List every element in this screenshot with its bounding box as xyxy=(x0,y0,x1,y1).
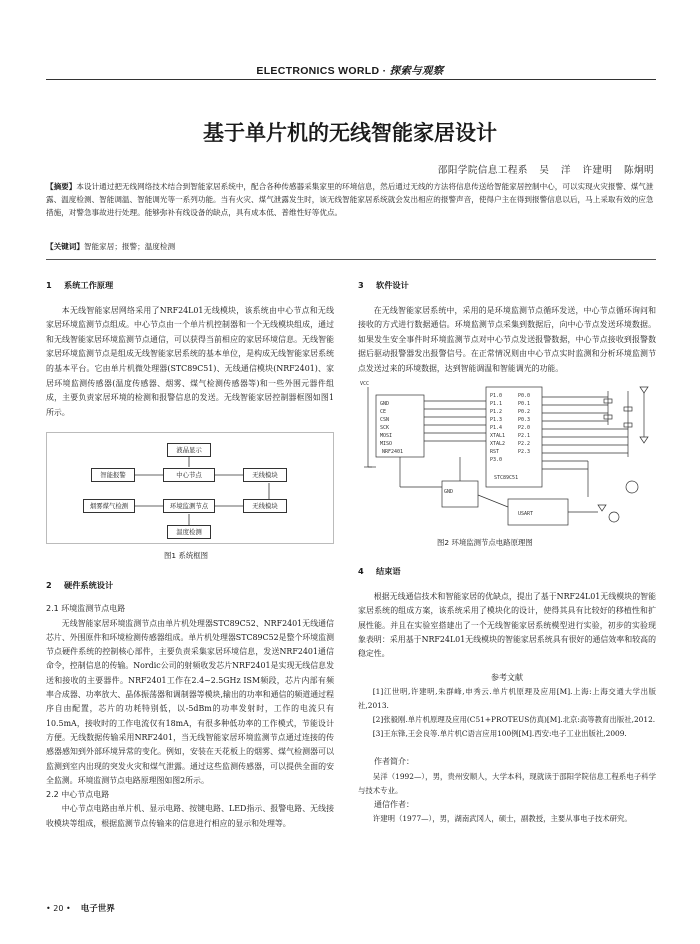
usart-label: USART xyxy=(518,511,534,517)
figure-1-caption: 图1 系统框图 xyxy=(164,551,209,560)
svg-text:XTAL2: XTAL2 xyxy=(490,441,506,447)
figure-2-circuit-schematic xyxy=(358,377,656,532)
keywords xyxy=(46,241,656,252)
left-column-bottom xyxy=(46,578,334,831)
section-3-number: 3 xyxy=(358,280,364,290)
page-footer xyxy=(46,902,115,914)
author-bio-heading: 作者简介： xyxy=(374,757,414,767)
right-column-bottom xyxy=(358,564,656,826)
header-rule xyxy=(46,79,656,80)
section-separator xyxy=(46,259,656,260)
svg-text:RST: RST xyxy=(490,449,500,455)
header-dot: · xyxy=(382,65,387,77)
corresponding-author-heading: 通信作者： xyxy=(374,799,414,809)
svg-text:CE: CE xyxy=(380,409,387,415)
temp-detect-block: 温度检测 xyxy=(167,525,211,539)
abstract-label: 【摘要】 xyxy=(46,182,77,191)
section-2-number: 2 xyxy=(46,580,52,590)
svg-text:P2.2: P2.2 xyxy=(518,441,531,447)
section-1-paragraph: 本无线智能家居网络采用了NRF24L01无线模块，该系统由中心节点和无线家居环境监测节点组成。中心节点由一个单片机控制器和一个无线模块组成，通过和无线智能家居环境监测节点通信，可以获得当前相应的家居环境信息。无线智能家居环境监测节点是组成无线智能家居系统的基本单位，是构成无线智能家居系统的基本平台。它由单片机微处理器(STC89C51)、无线通信模块(NRF2401)、家居环境监测传感器(温度传感器、烟雾、煤气检测传感器等)和一些外围元器件组成，主要负责家居环境的检测和报警信息的发送。无线智能家居控制器框图如图1所示。 xyxy=(46,305,334,417)
svg-text:P0.1: P0.1 xyxy=(518,401,531,407)
smart-alarm-block: 智能报警 xyxy=(91,468,135,482)
figure-2-caption: 图2 环境监测节点电路原理图 xyxy=(437,538,533,547)
subsection-2-1-paragraph: 无线智能家居环境监测节点由单片机处理器STC89C52、NRF2401无线通信芯片、外围原件和环境检测传感器组成。单片机处理器STC89C52是整个环境监测节点硬件系统的控制核心部件，主要负责采集家居环境信息，发送NRF2401通信命令，控制信息的传输。Nordic公司的射频收发芯片NRF2401是实现无线信息发送和接收的主要器件。NRF2401工作在2.4~2.5GHz ISM频段，芯片内部有频率合成器、功率放大、晶体振荡器和调制器等模块,输出的功率和通信的频道通过程序自由配置，芯片的功耗特别低，以-5dBm的功率发射时，工作的电流只有10.5mA，接收时的工作电流仅有18mA，有很多种低功率的工作模式，节能设计方便。无线数据传输采用NRF2401，当无线智能家居环境监测节点通过连接的传感器感知到外部环境异常的变化。例如，安装在天花板上的烟雾、煤气检测器可以监测到室内出现的突发火灾和煤气泄露。通过这些监测传感器，可以提供全面的安全监测。环境监测节点电路原理图如图2所示。 xyxy=(46,618,334,785)
svg-text:P2.3: P2.3 xyxy=(518,449,531,455)
svg-text:P0.2: P0.2 xyxy=(518,409,531,415)
svg-text:P1.3: P1.3 xyxy=(490,417,503,423)
journal-column: 探索与观察 xyxy=(389,65,444,77)
abstract xyxy=(46,180,656,219)
env-monitor-node-block: 环境监测节点 xyxy=(163,499,215,513)
reference-item: [2]张毅刚.单片机原理及应用(C51+PROTEUS仿真)[M].北京:高等教育出版社,2012. xyxy=(372,715,656,725)
keywords-text: 智能家居；报警；温度检测 xyxy=(83,242,176,251)
gnd-label: GND xyxy=(444,489,454,495)
reference-item: [3]王东锋,王会良等.单片机C语言应用100例[M].西安:电子工业出版社,2009. xyxy=(372,729,627,739)
journal-header xyxy=(0,63,700,78)
svg-text:P1.2: P1.2 xyxy=(490,409,503,415)
svg-text:MOSI: MOSI xyxy=(380,433,393,439)
section-1-number: 1 xyxy=(46,280,52,290)
section-3-paragraph: 在无线智能家居系统中，采用的是环境监测节点循环发送，中心节点循环询问和接收的方式进行数据通信。环境监测节点采集到数据后，向中心节点发送环境数据。如果发生安全事件时环境监测节点对中心节点发送报警数据，中心节点接收到报警数据后驱动报警器发出报警信号。在正常情况则由中心节点实时监测和分析环境监测节点发送过来的环境数据，达到智能调温和智能调光的功能。 xyxy=(358,305,656,373)
right-column-top xyxy=(358,278,656,377)
circuit-drawing xyxy=(358,377,656,532)
left-column-top xyxy=(46,278,334,420)
corresponding-author-bio: 许建明（1977—），男，湖南武冈人，硕士，副教授，主要从事电子技术研究。 xyxy=(372,813,632,823)
svg-text:P1.0: P1.0 xyxy=(490,393,503,399)
wireless-module-block-1: 无线模块 xyxy=(243,468,287,482)
abstract-text: 本设计通过把无线网络技术结合到智能家居系统中，配合各种传感器采集家里的环境信息，然后通过无线的方法将信息传送给智能家居控制中心，可以实现火灾报警、煤气泄露、温度检测、智能调温、智能调光等一系列功能。当有火灾、煤气泄露发生时，该无线智能家居系统就会发出相应的报警声音，使得户主在得到报警信息以后，马上采取有效的应急措施，对警急事故进行处理。能够弥补有线设备的缺点，具有成本低、普维性好等优点。 xyxy=(46,182,654,217)
references-heading: 参考文献 xyxy=(491,673,523,683)
authors: 邵阳学院信息工程系 吴 洋 许建明 陈炯明 xyxy=(437,165,654,176)
svg-text:GND: GND xyxy=(380,401,390,407)
section-4-number: 4 xyxy=(358,566,364,576)
article-title: 基于单片机的无线智能家居设计 xyxy=(203,121,497,145)
section-2-heading xyxy=(46,578,334,592)
svg-text:P2.1: P2.1 xyxy=(518,433,531,439)
svg-text:P3.0: P3.0 xyxy=(490,457,503,463)
svg-text:XTAL1: XTAL1 xyxy=(490,433,506,439)
mcu-label: STC89C51 xyxy=(494,475,519,481)
wireless-module-block-2: 无线模块 xyxy=(243,499,287,513)
section-1-heading xyxy=(46,278,334,293)
vcc-label: VCC xyxy=(360,381,370,387)
magazine-name: 电子世界 xyxy=(80,904,115,914)
svg-text:P1.1: P1.1 xyxy=(490,401,503,407)
figure-1-block-diagram xyxy=(46,432,334,544)
lcd-display-block: 液晶显示 xyxy=(167,443,211,457)
svg-text:CSN: CSN xyxy=(380,417,390,423)
svg-text:P0.3: P0.3 xyxy=(518,417,531,423)
subsection-2-1-heading: 2.1 环境监测节点电路 xyxy=(46,604,126,614)
page-number: • 20 • xyxy=(46,904,71,913)
section-3-heading xyxy=(358,278,656,293)
subsection-2-2-paragraph: 中心节点电路由单片机、显示电路、按键电路、LED指示、报警电路、无线接收模块等组成，根据监测节点传输来的信息进行相应的显示和处理等。 xyxy=(46,804,334,828)
smoke-gas-detect-block: 烟雾煤气检测 xyxy=(83,499,135,513)
svg-text:P1.4: P1.4 xyxy=(490,425,503,431)
keywords-label: 【关键词】 xyxy=(46,242,84,251)
section-3-title: 软件设计 xyxy=(376,280,409,290)
rf-label: NRF2401 xyxy=(382,449,404,455)
section-4-heading xyxy=(358,564,656,578)
section-4-paragraph: 根据无线通信技术和智能家居的优缺点，提出了基于NRF24L01无线模块的智能家居系统的组成方案，该系统采用了模块化的设计，使得其具有比较好的移植性和扩展性能。并且在实验室搭建出了一个无线智能家居系统模型进行实验，初步的实验现象表明：采用基于NRF24L01无线模块的智能家居系统具有很好的通信效率和较高的稳定性。 xyxy=(358,592,656,659)
section-2-title: 硬件系统设计 xyxy=(64,580,114,590)
reference-item: [1]江世明,许建明,朱群峰,申秀云.单片机原理及应用[M].上海:上海交通大学出版社,2013. xyxy=(358,687,656,711)
journal-name: ELECTRONICS WORLD xyxy=(256,65,380,77)
svg-text:SCK: SCK xyxy=(380,425,390,431)
svg-text:P2.0: P2.0 xyxy=(518,425,531,431)
section-4-title: 结束语 xyxy=(376,566,401,576)
author-bio: 吴洋（1992—），男，贵州安顺人，大学本科，现就读于邵阳学院信息工程系电子科学与技术专业。 xyxy=(358,771,656,795)
svg-text:MISO: MISO xyxy=(380,441,393,447)
subsection-2-2-heading: 2.2 中心节点电路 xyxy=(46,790,110,800)
center-node-block: 中心节点 xyxy=(163,468,215,482)
section-1-title: 系统工作原理 xyxy=(64,280,114,290)
svg-text:P0.0: P0.0 xyxy=(518,393,531,399)
